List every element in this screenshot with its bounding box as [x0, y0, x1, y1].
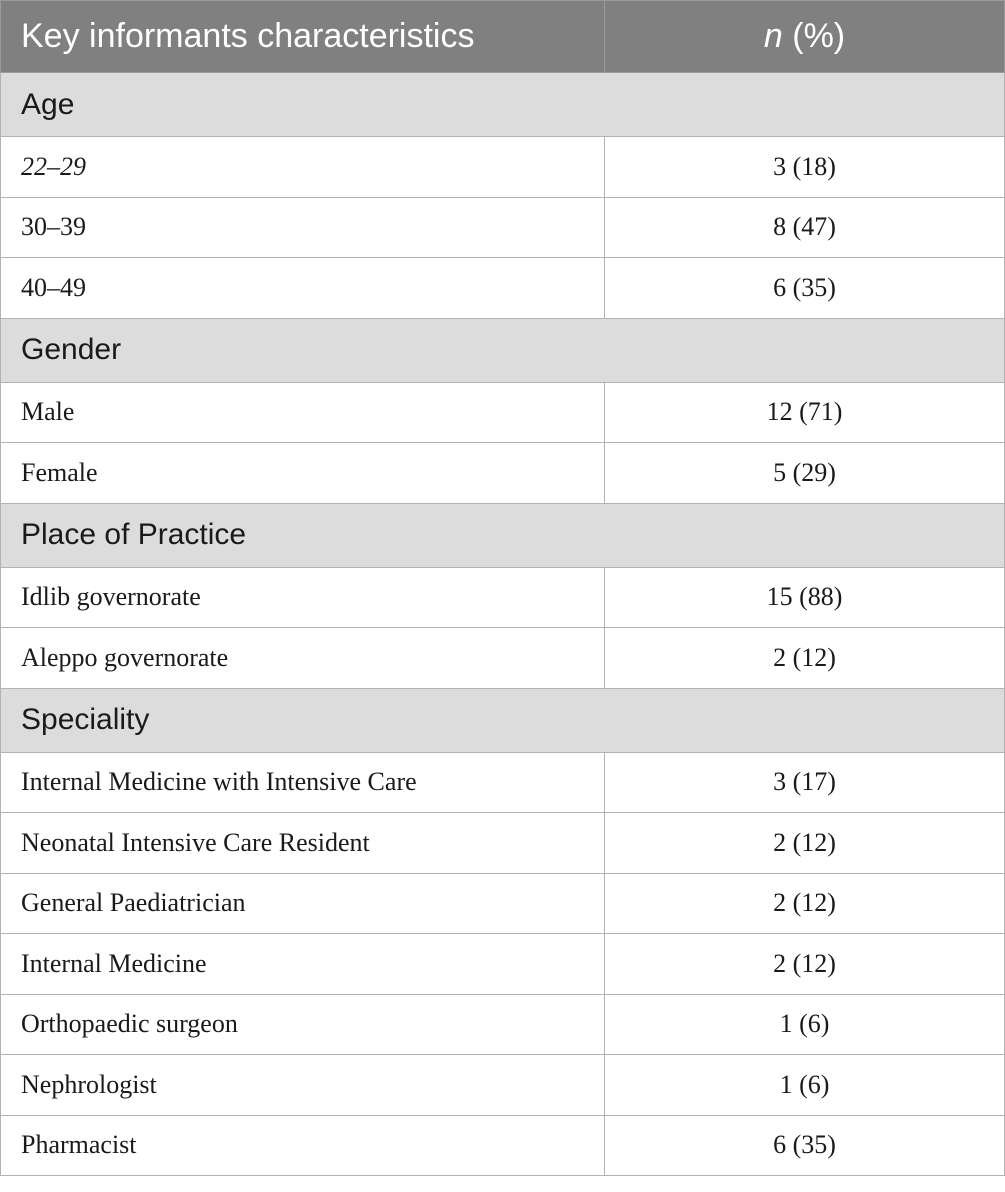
- row-value: 6 (35): [605, 1115, 1005, 1176]
- section-title: Place of Practice: [1, 503, 1005, 567]
- header-row: [1, 1, 1005, 73]
- table-row: [1, 1115, 1005, 1176]
- row-value: 2 (12): [605, 873, 1005, 934]
- row-label: Female: [1, 443, 605, 504]
- table-row: [1, 258, 1005, 319]
- row-value: 2 (12): [605, 628, 1005, 689]
- row-label: Orthopaedic surgeon: [1, 994, 605, 1055]
- row-value: 6 (35): [605, 258, 1005, 319]
- section-row-speciality: [1, 688, 1005, 752]
- row-value: 8 (47): [605, 197, 1005, 258]
- row-value: 12 (71): [605, 382, 1005, 443]
- section-title: Gender: [1, 318, 1005, 382]
- row-label: Male: [1, 382, 605, 443]
- table-row: [1, 567, 1005, 628]
- row-label: Internal Medicine with Intensive Care: [1, 752, 605, 813]
- row-label: 30–39: [1, 197, 605, 258]
- row-label: Pharmacist: [1, 1115, 605, 1176]
- row-value: 2 (12): [605, 934, 1005, 995]
- row-value: 3 (17): [605, 752, 1005, 813]
- row-label: 40–49: [1, 258, 605, 319]
- table-row: [1, 137, 1005, 198]
- section-row-place-of-practice: [1, 503, 1005, 567]
- row-label: Neonatal Intensive Care Resident: [1, 813, 605, 874]
- table-row: [1, 197, 1005, 258]
- row-label: Nephrologist: [1, 1055, 605, 1116]
- row-value: 15 (88): [605, 567, 1005, 628]
- header-characteristics: Key informants characteristics: [1, 1, 605, 73]
- row-label: Aleppo governorate: [1, 628, 605, 689]
- table-row: [1, 934, 1005, 995]
- table-row: [1, 1055, 1005, 1116]
- table-row: [1, 994, 1005, 1055]
- header-n: n: [763, 17, 783, 55]
- row-label: General Paediatrician: [1, 873, 605, 934]
- table-row: [1, 873, 1005, 934]
- table-row: [1, 443, 1005, 504]
- row-value: 1 (6): [605, 1055, 1005, 1116]
- section-row-gender: [1, 318, 1005, 382]
- row-value: 5 (29): [605, 443, 1005, 504]
- table-row: [1, 382, 1005, 443]
- row-value: 2 (12): [605, 813, 1005, 874]
- table-row: [1, 813, 1005, 874]
- header-percent: (%): [782, 17, 846, 55]
- row-label: 22–29: [1, 137, 605, 198]
- header-n-percent: [605, 1, 1005, 73]
- row-value: 1 (6): [605, 994, 1005, 1055]
- row-value: 3 (18): [605, 137, 1005, 198]
- table-row: [1, 752, 1005, 813]
- row-label: Internal Medicine: [1, 934, 605, 995]
- section-row-age: [1, 73, 1005, 137]
- table-row: [1, 628, 1005, 689]
- row-label: Idlib governorate: [1, 567, 605, 628]
- section-title: Speciality: [1, 688, 1005, 752]
- section-title: Age: [1, 73, 1005, 137]
